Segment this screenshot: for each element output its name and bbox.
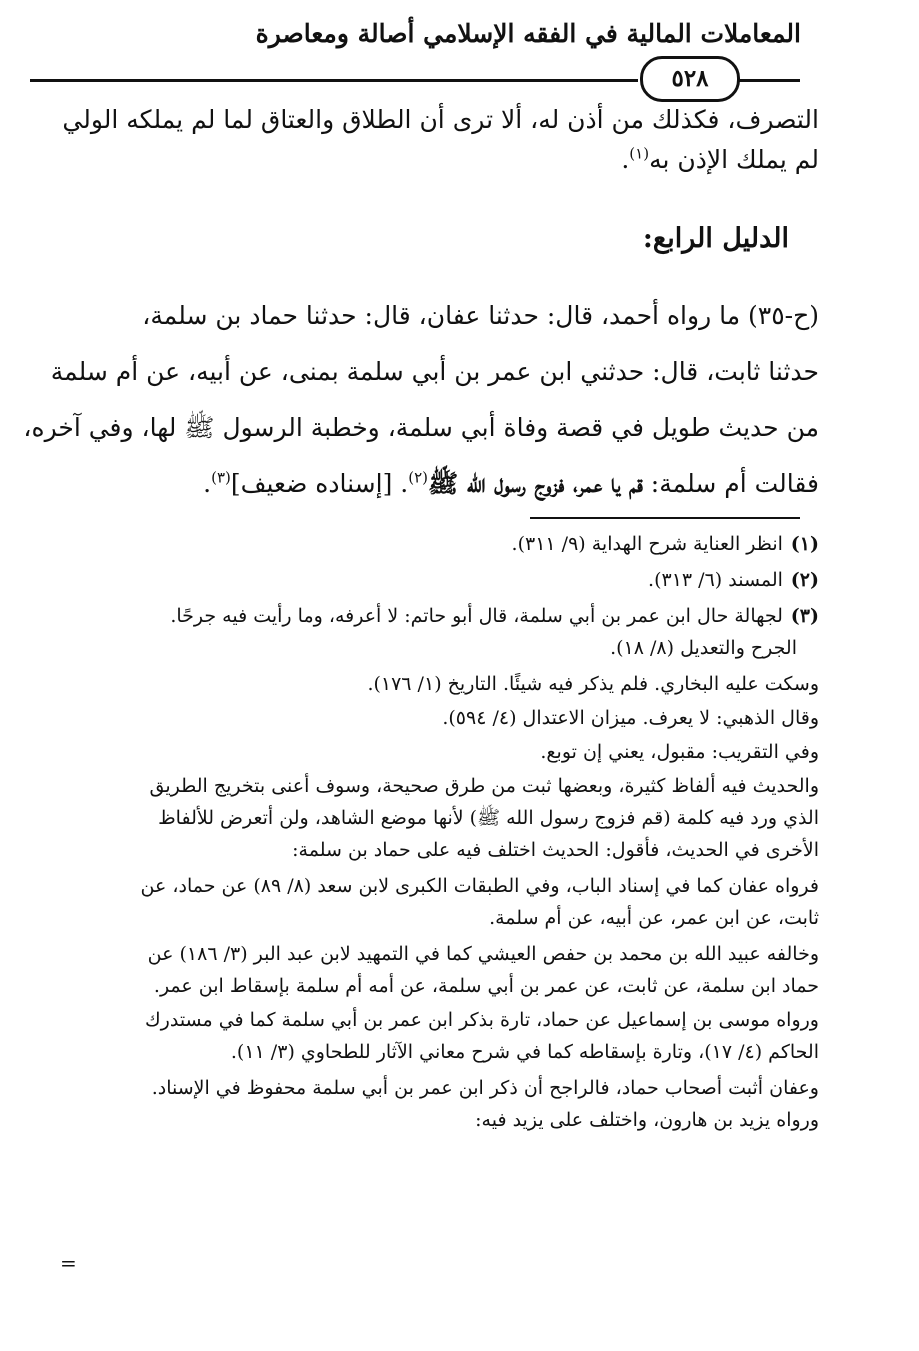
footnote-text: المسند (٦/ ٣١٣). <box>648 569 783 591</box>
footnote-line: والحديث فيه ألفاظ كثيرة، وبعضها ثبت من طرق صحيحة، وسوف أعنى بتخريج الطريق <box>149 775 819 797</box>
footnote-separator <box>530 517 800 519</box>
footnote-text: انظر العناية شرح الهداية (٩/ ٣١١). <box>511 533 783 555</box>
footnote-line: حماد ابن سلمة، عن ثابت، عن عمر بن أبي سلمة، عن أمه أم سلمة بإسقاط ابن عمر. <box>153 975 819 997</box>
punctuation: . <box>621 145 630 174</box>
footnote-line: الجرح والتعديل (٨/ ١٨). <box>610 637 797 659</box>
footnote-number: (٣) <box>790 605 819 627</box>
page-number: ٥٢٨ <box>640 56 740 102</box>
footnote-line: الأخرى في الحديث، فأقول: الحديث اختلف فيه على حماد بن سلمة: <box>292 839 819 861</box>
body-text-span: لم يملك الإذن به <box>649 145 819 174</box>
footnote-line: وسكت عليه البخاري. فلم يذكر فيه شيئًا. التاريخ (١/ ١٧٦). <box>367 673 819 695</box>
footnote-line: وخالفه عبيد الله بن محمد بن حفص العيشي كما في التمهيد لابن عبد البر (٣/ ١٨٦) عن <box>147 943 819 965</box>
section-heading: الدليل الرابع: <box>642 223 789 254</box>
footnote-ref: (٢) <box>408 468 428 487</box>
footnote-line: الحاكم (٤/ ١٧)، وتارة بإسقاطه كما في شرح معاني الآثار للطحاوي (٣/ ١١). <box>230 1041 819 1063</box>
footnote-2 <box>29 564 819 596</box>
footnote-line: الذي ورد فيه كلمة (قم فزوج رسول الله ﷺ) لأنها موضع الشاهد، ولن أتعرض للألفاظ <box>158 807 819 829</box>
footnote-line: وعفان أثبت أصحاب حماد، فالراجح أن ذكر ابن عمر بن أبي سلمة محفوظ في الإسناد. <box>151 1077 819 1099</box>
body-line <box>49 456 819 512</box>
footnote-line: ورواه يزيد بن هارون، واختلف على يزيد فيه: <box>475 1109 819 1131</box>
footnote-3 <box>29 600 819 632</box>
body-line: من حديث طويل في قصة وفاة أبي سلمة، وخطبة الرسول ﷺ لها، وفي آخره، <box>23 413 819 442</box>
punctuation: . <box>203 469 212 498</box>
quoted-speech: قم يا عمر، فزوج رسول الله ﷺ <box>428 469 643 498</box>
footnote-text: لجهالة حال ابن عمر بن أبي سلمة، قال أبو حاتم: لا أعرفه، وما رأيت فيه جرحًا. <box>170 605 783 627</box>
header-rule <box>30 79 638 82</box>
body-line: التصرف، فكذلك من أذن له، ألا ترى أن الطلاق والعتاق لما لم يملكه الولي <box>62 105 819 134</box>
paragraph-1 <box>49 100 819 180</box>
footnote-line: فرواه عفان كما في إسناد الباب، وفي الطبقات الكبرى لابن سعد (٨/ ٨٩) عن حماد، عن <box>140 875 819 897</box>
footnote-ref: (٣) <box>211 468 231 487</box>
grading-text: . [إسناده ضعيف] <box>230 469 409 498</box>
footnotes <box>29 528 819 1136</box>
footnote-1 <box>29 528 819 560</box>
running-title: المعاملات المالية في الفقه الإسلامي أصالة ومعاصرة <box>255 19 801 48</box>
footnote-number: (٢) <box>790 569 819 591</box>
footnote-ref: (١) <box>629 144 650 163</box>
footnote-line: وقال الذهبي: لا يعرف. ميزان الاعتدال (٤/ ٥٩٤). <box>442 707 819 729</box>
continuation-mark: = <box>60 1251 77 1275</box>
body-line <box>49 140 819 180</box>
body-text-span: فقالت أم سلمة: <box>642 469 819 498</box>
footnote-number: (١) <box>790 533 819 555</box>
footnote-line: وفي التقريب: مقبول، يعني إن توبع. <box>540 741 819 763</box>
body-line: حدثنا ثابت، قال: حدثني ابن عمر بن أبي سلمة بمنى، عن أبيه، عن أم سلمة <box>50 357 819 386</box>
header-rule-short <box>738 79 800 82</box>
paragraph-2 <box>23 288 819 512</box>
body-line: (ح-٣٥) ما رواه أحمد، قال: حدثنا عفان، قال: حدثنا حماد بن سلمة، <box>142 301 819 330</box>
footnote-line: ورواه موسى بن إسماعيل عن حماد، تارة بذكر ابن عمر بن أبي سلمة كما في مستدرك <box>145 1009 819 1031</box>
footnote-line: ثابت، عن ابن عمر، عن أبيه، عن أم سلمة. <box>489 907 819 929</box>
